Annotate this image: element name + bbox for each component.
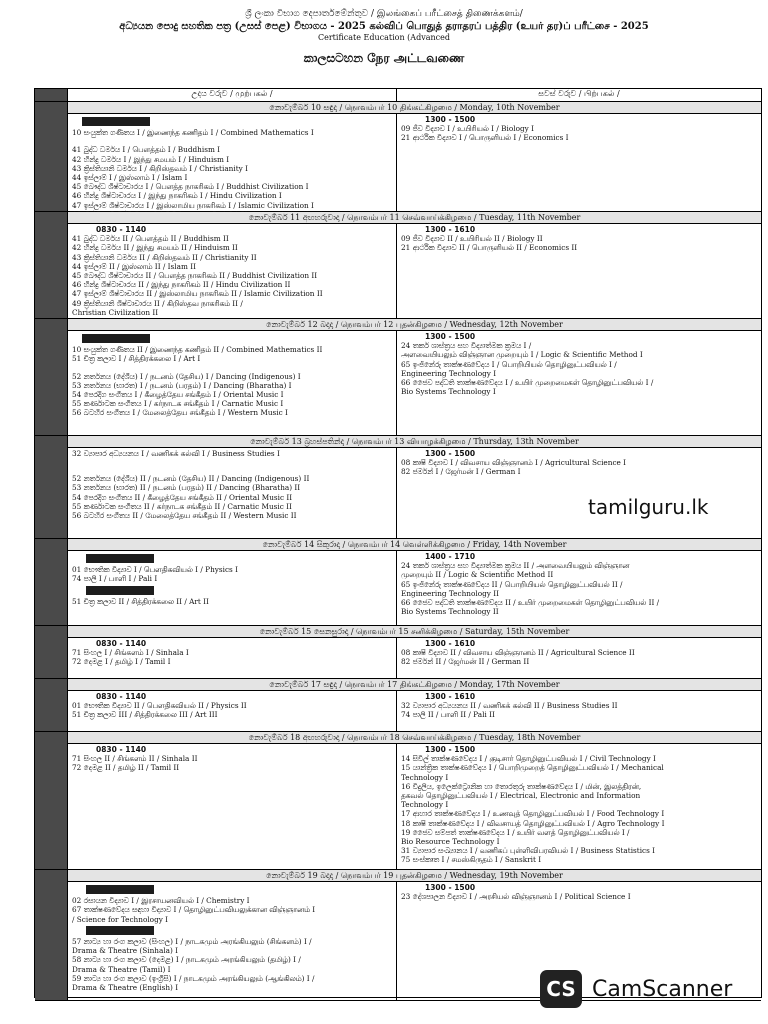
timetable [34, 88, 762, 998]
subject-entry: 19 ජෛව සම්පත් තාක්ෂණවේදය I / உயிர் வளத் தொழினுட்பவியல் I / [401, 827, 630, 837]
subject-entry: 47 ඉස්ලාම් ශිෂ්ටාචාරය II / இஸ்லாமிய நாகரிகம் II / Islamic Civilization II [72, 289, 323, 299]
subject-entry: Bio Resource Technology I [401, 837, 500, 847]
day-rows [35, 102, 761, 1001]
subject-entry: 55 කර්ණාටක සංගීතය I / கர்நாடக சங்கீதம் I / Carnatic Music I [72, 399, 284, 409]
subject-entry: 54 පෙරදිග සංගීතය I / கீழைத்தேய சங்கீதம் I / Oriental Music I [72, 390, 284, 400]
day-row [35, 212, 761, 319]
subject-entry: 18 කෘෂි තාක්ෂණවේදය I / விவசாயத் தொழினுட்பவியல் I / Agro Technology I [401, 818, 665, 828]
subject-entry: 72 දෙමළ I / தமிழ் I / Tamil I [72, 657, 171, 667]
spacer [72, 466, 392, 474]
subject-entry: 56 බටහිර සංගීතය II / மேலைத்தேய சங்கீதம் II / Western Music II [72, 511, 297, 521]
morning-session [68, 638, 396, 678]
subject-entry: 54 පෙරදිග සංගීතය II / கீழைத்தேய சங்கீதம் II / Oriental Music II [72, 492, 293, 502]
subject-entry: 08 කෘෂි විද්‍යාව II / விவசாய விஞ்ஞானம் II / Agricultural Science II [401, 648, 635, 658]
subject-entry: 47 ඉස්ලාම් ශිෂ්ටාචාරය I / இஸ்லாமிய நாகரிகம் I / Islamic Civilization I [72, 200, 314, 210]
subject-entry: முறையும் II / Logic & Scientific Method II [401, 570, 554, 580]
subject-entry: Drama & Theatre (English) I [72, 983, 179, 993]
afternoon-session [396, 691, 761, 731]
morning-session [68, 448, 396, 538]
day-body [67, 732, 761, 869]
subject-entry: 44 ඉස්ලාම් II / இஸ்லாம் II / Islam II [72, 261, 196, 271]
subject-entry: 82 ජර්මන් II / ஜேர்மன் II / German II [401, 657, 530, 667]
morning-session [68, 331, 396, 435]
subject-entry: 43 ක්‍රිස්තියානි ධර්මය II / கிறிஸ்தவம் II / Christianity II [72, 252, 257, 262]
subject-entry: Drama & Theatre (Sinhala) I [72, 946, 179, 956]
day-row [35, 319, 761, 436]
subject-entry: 17 ආහාර තාක්ෂණවේදය I / உணவுத் தொழினுட்பவியல் I / Food Technology I [401, 809, 665, 819]
subject-entry: 57 නාට්‍ය හා රංග කලාව (සිංහල) I / நாடகமும் அரங்கியலும் (சிங்களம்) I / [72, 937, 312, 947]
gutter [35, 319, 67, 435]
subject-entry: 51 චිත්‍ර කලාව III / சித்திரக்கலை III / Art III [72, 710, 218, 720]
subject-entry: 55 කර්ණාටක සංගීතය II / கர்நாடக சங்கீதம் II / Carnatic Music II [72, 501, 292, 511]
subject-entry: Engineering Technology II [401, 588, 499, 598]
spacer [72, 458, 392, 466]
day-heading: නොවැම්බර් 10 සඳුදා / நொவம்பர் 10 திங்கட்கிழமை / Monday, 10th November [68, 102, 761, 114]
subject-entry: Bio Systems Technology I [401, 387, 496, 397]
subject-entry: அளவையியலும் விஞ்ஞான முறையும் I / Logic & Scientific Method I [401, 350, 643, 360]
subject-entry: 52 නර්තනය (දේශීය) II / நடனம் (தேசிய) II / Dancing (Indigenous) II [72, 474, 310, 484]
subject-entry: 01 භෞතික විද්‍යාව I / பௌதிகவியல் I / Physics I [72, 565, 239, 575]
morning-session [68, 744, 396, 869]
subject-entry: / Science for Technology I [72, 914, 169, 924]
time-redaction-bar [82, 117, 150, 126]
subject-entry: தகவல் தொழினுட்பவியல் I / Electrical, Electronic and Information [401, 791, 641, 801]
session-time: 1400 - 1710 [425, 552, 476, 561]
day-row [35, 626, 761, 679]
subject-entry: 41 බුද්ධ ධර්මය II / பௌத்தம் II / Buddhism II [72, 234, 229, 244]
subject-entry: 59 නාට්‍ය හා රංග කලාව (ඉංග්‍රීසි) I / நாடகமும் அரங்கியலும் (ஆங்கிலம்) I / [72, 973, 315, 983]
afternoon-session [396, 114, 761, 220]
day-heading: නොවැම්බර් 19 බදාදා / நொவம்பர் 19 புதன்கிழமை / Wednesday, 19th November [68, 870, 761, 882]
afternoon-session [396, 744, 761, 869]
session-time: 1300 - 1610 [425, 225, 476, 234]
watermark: tamilguru.lk [588, 495, 709, 519]
session-time: 1300 - 1500 [425, 115, 476, 124]
subject-entry: 24 තර්ක ශාස්ත්‍රය සහ විද්‍යාත්මක ක්‍රමය I / [401, 341, 532, 351]
day-body [67, 539, 761, 625]
camscanner-badge [540, 970, 732, 1008]
subject-entry: 23 දේශපාලන විද්‍යාව I / அரசியல் விஞ்ஞானம் I / Political Science I [401, 892, 631, 902]
day-body [67, 102, 761, 211]
subject-entry: 41 බුද්ධ ධර්මය I / பௌத்தம் I / Buddhism I [72, 145, 221, 155]
subject-entry: 71 සිංහල II / சிங்களம் II / Sinhala II [72, 754, 198, 764]
day-row [35, 732, 761, 870]
day-body [67, 626, 761, 678]
gutter [35, 212, 67, 318]
subject-entry: 72 දෙමළ II / தமிழ் II / Tamil II [72, 763, 180, 773]
subject-entry: 02 රසායන විද්‍යාව I / இரசாயனவியல் I / Chemistry I [72, 896, 250, 906]
gutter [35, 732, 67, 869]
subject-entry: 67 තාක්ෂණවේදය සඳහා විද්‍යාව I / தொழினுட்பவியலுக்கான விஞ்ஞானம் I [72, 905, 316, 915]
morning-session [68, 691, 396, 731]
subject-entry: 46 හින්දු ශිෂ්ටාචාරය I / இந்து நாகரிகம் I / Hindu Civilization I [72, 191, 282, 201]
header-line-1: ශ්‍රී ලංකා විභාග දෙපාර්තමේන්තුව / இலங்கைப் பரீட்சைத் திணைக்களம்/ [245, 9, 523, 19]
timetable-title: කාලසටහන நேர அட்டவணை [303, 51, 465, 65]
session-time: 0830 - 1140 [96, 639, 147, 648]
morning-column-header: උදය වරුව / முற்பகல் / [67, 89, 396, 101]
subject-entry: 08 කෘෂි විද්‍යාව I / விவசாய விஞ்ஞானம் I / Agricultural Science I [401, 458, 627, 468]
subject-entry: Technology I [401, 800, 449, 810]
subject-entry: 09 ජීව විද්‍යාව I / உயிரியல் I / Biology I [401, 124, 534, 134]
day-row [35, 436, 761, 539]
gutter [35, 102, 67, 211]
afternoon-column-header: සවස් වරුව / பிற்பகல் / [396, 89, 761, 101]
subject-entry: 45 බෞද්ධ ශිෂ්ටාචාරය I / பௌத்த நாகரிகம் I / Buddhist Civilization I [72, 182, 309, 192]
subject-entry: 10 සංයුක්ත ගණිතය I / இணைந்த கணிதம் I / Combined Mathematics I [72, 128, 314, 138]
time-redaction-bar [86, 586, 154, 595]
subject-entry: 71 සිංහල I / சிங்களம் I / Sinhala I [72, 648, 189, 658]
session-time: 1300 - 1500 [425, 449, 476, 458]
subject-entry: 75 සංස්කෘත I / சமஸ்கிருதம் I / Sanskrit I [401, 855, 542, 865]
subject-entry: 14 සිවිල් තාක්ෂණවේදය I / குடிசார் தொழினுட்பவியல் I / Civil Technology I [401, 754, 656, 764]
camscanner-label: CamScanner [592, 976, 733, 1002]
session-time: 1300 - 1610 [425, 692, 476, 701]
subject-entry: 49 ක්‍රිස්තියානි ශිෂ්ටාචාරය II / கிறிஸ்தவ நாகரிகம் II / [72, 298, 243, 308]
day-heading: නොවැම්බර් 15 සෙනසුරාදා / நொவம்பர் 15 சனிக்கிழமை / Saturday, 15th November [68, 626, 761, 638]
subject-entry: 65 ඉංජිනේරු තාක්ෂණවේදය II / பொறியியல் தொழினுட்பவியல் II / [401, 579, 623, 589]
time-redaction-bar [82, 334, 150, 343]
time-redaction-bar [86, 554, 154, 563]
subject-entry: 42 හින්දු ධර්මය II / இந்து சமயம் II / Hinduism II [72, 243, 238, 253]
subject-entry: 58 නාට්‍ය හා රංග කලාව (දෙමළ) I / நாடகமும் அரங்கியலும் (தமிழ்) I / [72, 955, 301, 965]
session-time: 0830 - 1140 [96, 745, 147, 754]
subject-entry: Drama & Theatre (Tamil) I [72, 964, 171, 974]
spacer [72, 364, 392, 372]
afternoon-session [396, 638, 761, 678]
day-body [67, 212, 761, 318]
subject-entry: 15 යාන්ත්‍රික තාක්ෂණවේදය I / பொறிமுறைத் தொழினுட்பவியல் I / Mechanical [401, 763, 664, 773]
subject-entry: 45 බෞද්ධ ශිෂ්ටාචාරය II / பௌத்த நாகரிகம் II / Buddhist Civilization II [72, 271, 318, 281]
gutter [35, 539, 67, 625]
subject-entry: 74 පාලි I / பாளி I / Pali I [72, 574, 158, 584]
afternoon-session [396, 331, 761, 435]
subject-entry: 53 නර්තනය (භාරත) I / நடனம் (பரதம்) I / Dancing (Bharatha) I [72, 380, 292, 390]
subject-entry: Bio Systems Technology II [401, 607, 499, 617]
header-line-3: Certificate Education (Advanced [318, 33, 450, 42]
gutter [35, 436, 67, 538]
day-body [67, 436, 761, 538]
subject-entry: 52 නර්තනය (දේශීය) I / நடனம் (தேசிய) I / Dancing (Indigenous) I [72, 371, 301, 381]
subject-entry: 31 ව්‍යාපාර සංඛ්‍යානය I / வணிகப் புள்ளிவிபரவியல் I / Business Statistics I [401, 846, 656, 856]
time-redaction-bar [86, 885, 154, 894]
subject-entry: 09 ජීව විද්‍යාව II / உயிரியல் II / Biology II [401, 234, 543, 244]
afternoon-session [396, 448, 761, 538]
document-header [0, 8, 768, 67]
subject-entry: 51 චිත්‍ර කලාව I / சித்திரக்கலை I / Art I [72, 354, 201, 364]
time-redaction-bar [86, 926, 154, 935]
session-time: 0830 - 1140 [96, 225, 147, 234]
day-body [67, 319, 761, 435]
gutter [35, 679, 67, 731]
subject-entry: 82 ජර්මන් I / ஜேர்மன் I / German I [401, 467, 521, 477]
subject-entry: 16 විදුලිය, ඉලෙක්ට්‍රොනික හා තොරතුරු තාක්ෂණවේදය I / மின், இலத்திரன், [401, 781, 642, 791]
day-row [35, 679, 761, 732]
morning-session [68, 224, 396, 318]
day-heading: නොවැම්බර් 13 බ්‍රහස්පතින්දා / நொவம்பர் 13 வியாழக்கிழமை / Thursday, 13th November [68, 436, 761, 448]
afternoon-session [396, 551, 761, 625]
subject-entry: 56 බටහිර සංගීතය I / மேலைத்தேய சங்கீதம் I / Western Music I [72, 408, 288, 418]
morning-session [68, 114, 396, 220]
session-time: 0830 - 1140 [96, 692, 147, 701]
subject-entry: 21 ආර්ථික විද්‍යාව I / பொருளியல் I / Economics I [401, 133, 569, 143]
subject-entry: 65 ඉංජිනේරු තාක්ෂණවේදය I / பொறியியல் தொழினுட்பவியல் I / [401, 359, 617, 369]
morning-session [68, 882, 396, 1000]
subject-entry: 21 ආර්ථික විද්‍යාව II / பொருளியல் II / Economics II [401, 243, 578, 253]
day-heading: නොවැම්බර් 14 සිකුරාදා / நொவம்பர் 14 வெள்ளிக்கிழமை / Friday, 14th November [68, 539, 761, 551]
afternoon-session [396, 224, 761, 318]
subject-entry: Christian Civilization II [72, 307, 159, 317]
subject-entry: 66 ජෛව පද්ධති තාක්ෂණවේදය II / உயிர் முறைமைகள் தொழினுட்பவியல் II / [401, 598, 660, 608]
gutter [35, 870, 67, 1000]
subject-entry: 46 හින්දු ශිෂ්ටාචාරය II / இந்து நாகரிகம் II / Hindu Civilization II [72, 280, 291, 290]
subject-entry: 74 පාලි II / பாளி II / Pali II [401, 710, 495, 720]
day-heading: නොවැම්බර් 17 සඳුදා / நொவம்பர் 17 திங்கட்கிழமை / Monday, 17th November [68, 679, 761, 691]
day-row [35, 102, 761, 212]
subject-entry: 32 ව්‍යාපාර අධ්‍යයනය II / வணிகக் கல்வி II / Business Studies II [401, 701, 618, 711]
column-headers [35, 89, 761, 102]
subject-entry: 32 ව්‍යාපාර අධ්‍යයනය I / வணிகக் கல்வி I / Business Studies I [72, 449, 280, 458]
day-heading: නොවැම්බර් 18 අඟහරුවාදා / நொவம்பர் 18 செவ்வாய்க்கிழமை / Tuesday, 18th November [68, 732, 761, 744]
day-row [35, 539, 761, 626]
session-time: 1300 - 1610 [425, 639, 476, 648]
subject-entry: 66 ජෛව පද්ධති තාක්ෂණවේදය I / உயிர் முறைமைகள் தொழினுட்பவியல் I / [401, 378, 654, 388]
subject-entry: 51 චිත්‍ර කලාව II / சித்திரக்கலை II / Art II [72, 596, 209, 606]
session-time: 1300 - 1500 [425, 332, 476, 341]
session-time: 1300 - 1500 [425, 883, 476, 892]
subject-entry: Technology I [401, 772, 449, 782]
session-time: 1300 - 1500 [425, 745, 476, 754]
subject-entry: 53 නර්තනය (භාරත) II / நடனம் (பரதம்) II / Dancing (Bharatha) II [72, 483, 301, 493]
day-body [67, 679, 761, 731]
morning-session [68, 551, 396, 625]
subject-entry: Engineering Technology I [401, 368, 497, 378]
subject-entry: 43 ක්‍රිස්තියානි ධර්මය I / கிறிஸ்தவம் I / Christianity I [72, 163, 248, 173]
day-heading: නොවැම්බර් 11 අඟහරුවාදා / நொவம்பர் 11 செவ்வாய்க்கிழமை / Tuesday, 11th November [68, 212, 761, 224]
subject-entry: 42 හින්දු ධර්මය I / இந்து சமயம் I / Hinduism I [72, 154, 230, 164]
subject-entry: 01 භෞතික විද්‍යාව II / பௌதிகவியல் II / Physics II [72, 701, 247, 711]
subject-entry: 10 සංයුක්ත ගණිතය II / இணைந்த கணிதம் II / Combined Mathematics II [72, 345, 323, 355]
subject-entry: 24 තර්ක ශාස්ත්‍රය සහ විද්‍යාත්මක ක්‍රමය II / அளவையியலும் விஞ்ஞான [401, 561, 630, 571]
camscanner-logo-icon: CS [540, 970, 582, 1008]
gutter [35, 626, 67, 678]
subject-entry: 44 ඉස්ලාම් I / இஸ்லாம் I / Islam I [72, 173, 188, 183]
gutter [35, 89, 67, 101]
day-heading: නොවැම්බර් 12 බදාදා / நொவம்பர் 12 புதன்கிழமை / Wednesday, 12th November [68, 319, 761, 331]
header-line-2: අධ්‍යයන පොදු සහතික පත්‍ර (උසස් පෙළ) විභාගය - 2025 கல்விப் பொதுத் தராதரப் பத்திர (உயர் தர)ப் பரீட்சை - 2025 [119, 21, 649, 32]
